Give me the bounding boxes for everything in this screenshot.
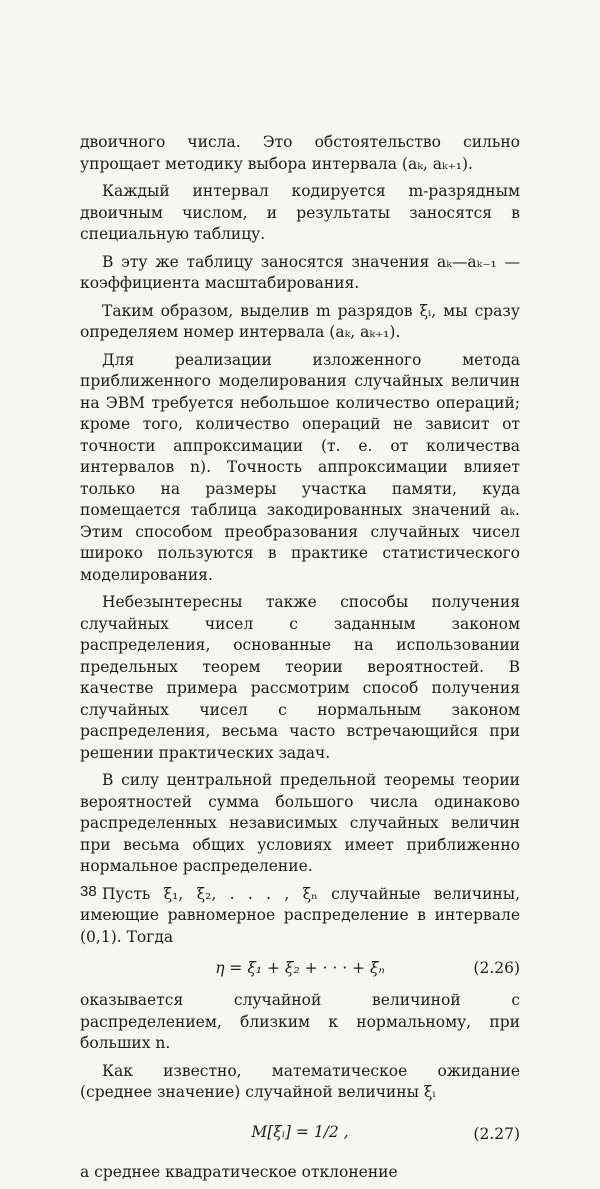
paragraph-7: В силу центральной предельной теоремы теории вероятностей сумма большого числа одинаково распределенных независимых случайных величин при весьма общих условиях имеет приближенно нормальное распределение.: [80, 771, 520, 875]
body-text: [80, 132, 520, 1189]
equation-2-26-number: (2.26): [473, 959, 520, 977]
paragraph-after-eq2: а среднее квадратическое отклонение: [80, 1162, 398, 1181]
page-number: 38: [80, 883, 97, 900]
equation-2-26-body: η = ξ₁ + ξ₂ + · · · + ξₙ: [215, 959, 385, 977]
equation-2-27: [80, 1110, 520, 1156]
paragraph-1: двоичного числа. Это обстоятельство сильно упрощает методику выбора интервала (aₖ, aₖ₊₁).: [80, 133, 520, 173]
paragraph-2: Каждый интервал кодируется m-разрядным двоичным числом, и результаты заносятся в специальную таблицу.: [80, 182, 520, 243]
paragraph-before-eq2: Как известно, математическое ожидание (среднее значение) случайной величины ξᵢ: [80, 1061, 520, 1101]
paragraph-5: Для реализации изложенного метода приближенного моделирования случайных величин на ЭВМ требуется небольшое количество операций; кроме того, количество операций не зависит от точности аппроксимации (т. е. от количества интервалов n). Точность аппроксимации влияет только на размеры участка памяти, куда помещается таблица закодированных значений aₖ. Этим способом преобразования случайных чисел широко пользуются в практике статистического моделирования.: [80, 350, 520, 584]
equation-2-27-body: M[ξᵢ] = 1/2 ,: [251, 1122, 349, 1141]
paragraph-3: В эту же таблицу заносятся значения aₖ—aₖ₋₁ — коэффициента масштабирования.: [80, 252, 520, 292]
paragraph-8: Пусть ξ₁, ξ₂, . . . , ξₙ случайные величины, имеющие равномерное распределение в интервале (0,1). Тогда: [80, 884, 520, 946]
paragraph-6: Небезынтересны также способы получения случайных чисел с заданным законом распределения, основанные на использовании предельных теорем теории вероятностей. В качестве примера рассмотрим способ получения случайных чисел с нормальным законом распределения, весьма часто встречающийся при решении практических задач.: [80, 593, 520, 762]
paragraph-after-eq1: оказывается случайной величиной с распределением, близким к нормальному, при больших n.: [80, 991, 520, 1052]
equation-2-27-number: (2.27): [473, 1124, 520, 1143]
paragraph-4: Таким образом, выделив m разрядов ξᵢ, мы сразу определяем номер интервала (aₖ, aₖ₊₁).: [80, 301, 520, 341]
equation-2-26: [80, 954, 520, 984]
